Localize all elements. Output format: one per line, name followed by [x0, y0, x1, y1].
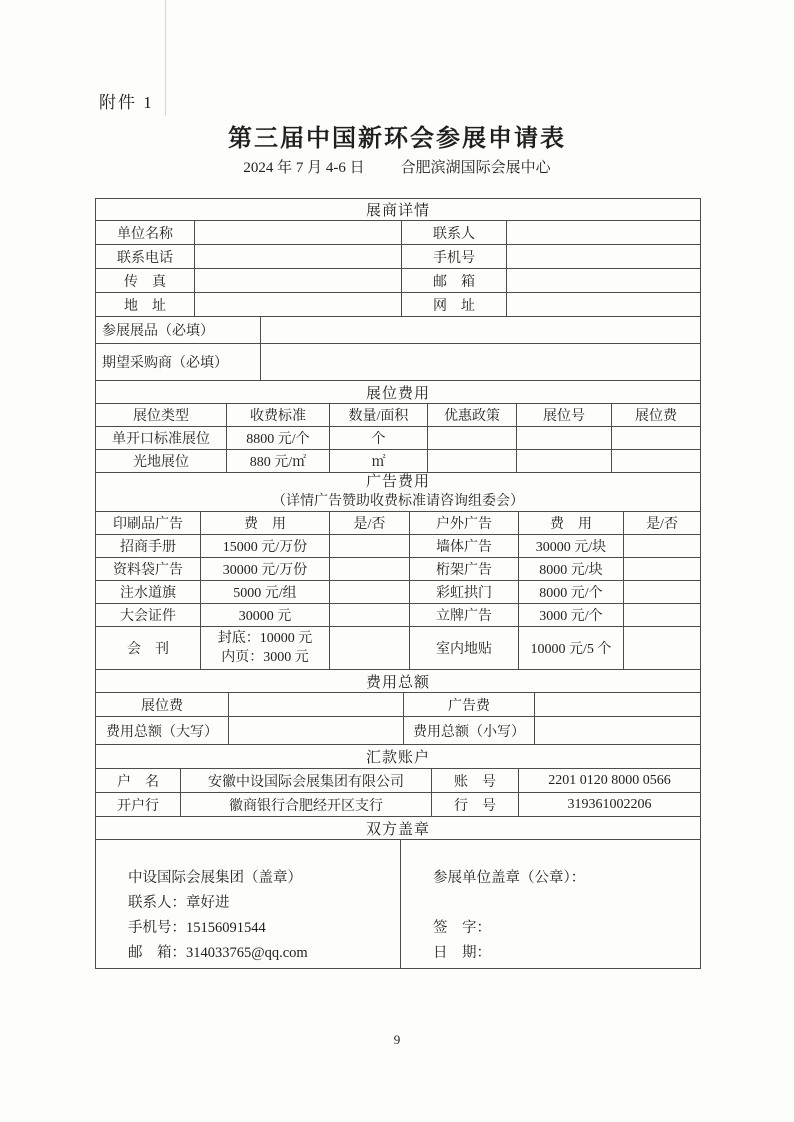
booth-number-field[interactable] — [517, 450, 612, 473]
outdoor-ad-label: 桁架广告 — [410, 558, 519, 581]
column-header: 收费标准 — [227, 404, 330, 427]
field-label-address: 地 址 — [96, 293, 195, 317]
fax-field[interactable] — [195, 269, 402, 293]
table-row — [96, 221, 701, 245]
column-header: 户外广告 — [410, 512, 519, 535]
account-no-value: 2201 0120 8000 0566 — [519, 769, 701, 793]
booth-number-field[interactable] — [517, 427, 612, 450]
organizer-seal-area — [96, 840, 401, 969]
ad-fees-title: 广告费用 — [366, 474, 431, 490]
print-ad-fee: 5000 元/组 — [201, 581, 330, 604]
table-row — [96, 317, 701, 344]
table-row — [96, 245, 701, 269]
bank-label: 开户行 — [96, 793, 181, 817]
company-name-field[interactable] — [195, 221, 402, 245]
account-name-label: 户 名 — [96, 769, 181, 793]
scan-artifact-line — [165, 0, 166, 116]
section-title-ad-fees — [96, 473, 701, 512]
outdoor-ad-fee: 8000 元/块 — [519, 558, 624, 581]
date-label: 日 期： — [433, 945, 491, 961]
booth-quantity-field[interactable]: ㎡ — [330, 450, 428, 473]
column-header: 是/否 — [330, 512, 410, 535]
booth-discount-field[interactable] — [428, 427, 517, 450]
yesno-field[interactable] — [330, 535, 410, 558]
address-field[interactable] — [195, 293, 402, 317]
mobile-field[interactable] — [507, 245, 701, 269]
exhibits-field[interactable] — [261, 317, 701, 344]
field-label-mobile: 手机号 — [402, 245, 507, 269]
column-header: 数量/面积 — [330, 404, 428, 427]
indoor-sticker-fee: 10000 元/5 个 — [519, 627, 624, 670]
page-number: 9 — [393, 1032, 401, 1047]
outdoor-ad-label: 彩虹拱门 — [410, 581, 519, 604]
print-ad-label: 注水道旗 — [96, 581, 201, 604]
expected-buyers-field[interactable] — [261, 344, 701, 381]
ad-fees-table — [95, 472, 701, 670]
table-row — [96, 344, 701, 381]
signature-label: 签 字： — [433, 920, 491, 936]
column-header: 印刷品广告 — [96, 512, 201, 535]
application-form — [95, 198, 700, 969]
column-header: 展位类型 — [96, 404, 227, 427]
table-header-row — [96, 404, 701, 427]
booth-quantity-field[interactable]: 个 — [330, 427, 428, 450]
field-label-expected-buyers: 期望采购商（必填） — [96, 344, 261, 381]
booth-rate-value: 8800 元/个 — [227, 427, 330, 450]
journal-label: 会 刊 — [96, 627, 201, 670]
table-row — [96, 693, 701, 717]
table-row — [96, 269, 701, 293]
print-ad-label: 资料袋广告 — [96, 558, 201, 581]
field-label-company: 单位名称 — [96, 221, 195, 245]
website-field[interactable] — [507, 293, 701, 317]
table-row — [96, 604, 701, 627]
table-row — [96, 450, 701, 473]
bank-value: 徽商银行合肥经开区支行 — [181, 793, 432, 817]
column-header: 是/否 — [624, 512, 701, 535]
field-label-email: 邮 箱 — [402, 269, 507, 293]
yesno-field[interactable] — [330, 604, 410, 627]
table-row — [96, 581, 701, 604]
table-row — [96, 717, 701, 745]
total-caps-label: 费用总额（大写） — [96, 717, 229, 745]
table-row — [96, 840, 701, 969]
seals-table — [95, 816, 701, 969]
account-name-value: 安徽中设国际会展集团有限公司 — [181, 769, 432, 793]
table-row — [96, 293, 701, 317]
booth-fee-total-field[interactable] — [229, 693, 404, 717]
outdoor-ad-fee: 8000 元/个 — [519, 581, 624, 604]
print-ad-label: 大会证件 — [96, 604, 201, 627]
table-row — [96, 793, 701, 817]
yesno-field[interactable] — [624, 558, 701, 581]
exhibitor-seal-area[interactable] — [401, 840, 701, 969]
yesno-field[interactable] — [624, 604, 701, 627]
print-ad-fee: 30000 元/万份 — [201, 558, 330, 581]
outdoor-ad-fee: 3000 元/个 — [519, 604, 624, 627]
section-title-exhibitor: 展商详情 — [96, 199, 701, 221]
print-ad-label: 招商手册 — [96, 535, 201, 558]
column-header: 展位号 — [517, 404, 612, 427]
exhibitor-seal-label: 参展单位盖章（公章）： — [433, 870, 586, 886]
ad-fees-subtitle: （详情广告赞助收费标准请咨询组委会） — [272, 494, 525, 509]
print-ad-fee: 15000 元/万份 — [201, 535, 330, 558]
yesno-field[interactable] — [624, 535, 701, 558]
booth-type-label: 光地展位 — [96, 450, 227, 473]
table-row — [96, 769, 701, 793]
yesno-field[interactable] — [330, 558, 410, 581]
event-venue: 合肥滨湖国际会展中心 — [400, 160, 551, 176]
ad-fee-total-label: 广告费 — [404, 693, 535, 717]
totals-table — [95, 669, 701, 745]
table-header-row — [96, 512, 701, 535]
yesno-field[interactable] — [330, 581, 410, 604]
column-header: 费 用 — [519, 512, 624, 535]
remittance-table — [95, 744, 701, 817]
organizer-contact: 联系人：章好进 — [128, 895, 230, 911]
yesno-field[interactable] — [624, 581, 701, 604]
section-title-remittance: 汇款账户 — [96, 745, 701, 769]
booth-type-label: 单开口标准展位 — [96, 427, 227, 450]
phone-field[interactable] — [195, 245, 402, 269]
ad-fee-total-field[interactable] — [535, 693, 701, 717]
booth-fee-field[interactable] — [612, 427, 701, 450]
booth-rate-value: 880 元/㎡ — [227, 450, 330, 473]
section-title-booth-fees: 展位费用 — [96, 381, 701, 404]
table-row — [96, 558, 701, 581]
booth-discount-field[interactable] — [428, 450, 517, 473]
table-row — [96, 427, 701, 450]
field-label-website: 网 址 — [402, 293, 507, 317]
outdoor-ad-label: 墙体广告 — [410, 535, 519, 558]
table-row — [96, 627, 701, 670]
column-header: 费 用 — [201, 512, 330, 535]
booth-fees-table — [95, 380, 701, 473]
event-date-venue — [0, 156, 794, 177]
email-field[interactable] — [507, 269, 701, 293]
yesno-field[interactable] — [330, 627, 410, 670]
exhibits-table — [95, 316, 701, 381]
yesno-field[interactable] — [624, 627, 701, 670]
contact-person-field[interactable] — [507, 221, 701, 245]
field-label-exhibits: 参展展品（必填） — [96, 317, 261, 344]
field-label-phone: 联系电话 — [96, 245, 195, 269]
organizer-name: 中设国际会展集团（盖章） — [128, 870, 302, 886]
journal-back-cover-fee: 封底：10000 元 — [217, 631, 313, 646]
total-num-field[interactable] — [535, 717, 701, 745]
attachment-label: 附件 1 — [99, 93, 154, 112]
exhibitor-details-table — [95, 198, 701, 317]
column-header: 优惠政策 — [428, 404, 517, 427]
page-title: 第三届中国新环会参展申请表 — [228, 126, 566, 152]
section-title-totals: 费用总额 — [96, 670, 701, 693]
organizer-email: 邮 箱：314033765@qq.com — [128, 945, 308, 961]
event-date: 2024 年 7 月 4-6 日 — [243, 160, 365, 176]
account-no-label: 账 号 — [432, 769, 519, 793]
field-label-contact: 联系人 — [402, 221, 507, 245]
bank-no-label: 行 号 — [432, 793, 519, 817]
organizer-mobile: 手机号：15156091544 — [128, 920, 266, 936]
field-label-fax: 传 真 — [96, 269, 195, 293]
bank-no-value: 319361002206 — [519, 793, 701, 817]
journal-fees — [201, 627, 330, 670]
outdoor-ad-fee: 30000 元/块 — [519, 535, 624, 558]
outdoor-ad-label: 立牌广告 — [410, 604, 519, 627]
column-header: 展位费 — [612, 404, 701, 427]
table-row — [96, 535, 701, 558]
indoor-sticker-label: 室内地贴 — [410, 627, 519, 670]
total-caps-field[interactable] — [229, 717, 404, 745]
journal-inner-page-fee: 内页：3000 元 — [221, 650, 309, 665]
total-num-label: 费用总额（小写） — [404, 717, 535, 745]
section-title-seals: 双方盖章 — [96, 817, 701, 840]
print-ad-fee: 30000 元 — [201, 604, 330, 627]
booth-fee-total-label: 展位费 — [96, 693, 229, 717]
booth-fee-field[interactable] — [612, 450, 701, 473]
